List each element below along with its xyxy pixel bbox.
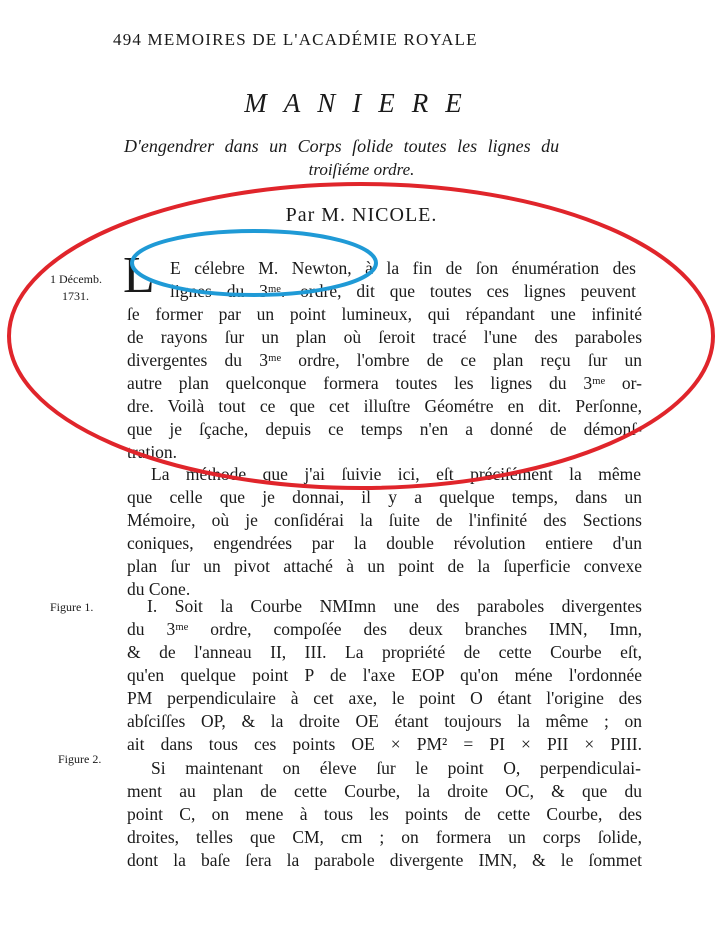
text-line-21: abſciſſes OP, & la droite OE étant toujours la même ; on	[127, 711, 642, 731]
text-line-2: lignes du 3ᵐᵉ. ordre, dit que toutes ces lignes peuvent	[170, 281, 636, 301]
text-line-23: Si maintenant on éleve ſur le point O, perpendiculai-	[151, 758, 641, 778]
text-line-22: ait dans tous ces points OE × PM² = PI × PII × PIII.	[127, 734, 642, 754]
text-line-3: ſe former par un point lumineux, qui répandant une infinité	[127, 304, 642, 324]
drop-cap: L	[123, 247, 155, 304]
text-line-19: qu'en quelque point P de l'axe EOP qu'on méne l'ordonnée	[127, 665, 642, 685]
text-line-1: E célebre M. Newton, à la fin de ſon énumération des	[170, 258, 636, 278]
text-line-13: coniques, engendrées par la double révolution entiere d'un	[127, 533, 642, 553]
margin-date-1: 1 Décemb.	[50, 272, 102, 286]
text-line-16: I. Soit la Courbe NMImn une des paraboles divergentes	[147, 596, 642, 616]
text-line-5: divergentes du 3ᵐᵉ ordre, l'ombre de ce plan reçu ſur un	[127, 350, 642, 370]
text-line-8: que je ſçache, depuis ce temps n'en a donné de démonſ-	[127, 419, 642, 439]
text-line-12: Mémoire, où je conſidérai la ſuite de l'infinité des Sections	[127, 510, 642, 530]
subtitle-line-2: troiſiéme ordre.	[308, 160, 415, 179]
author-line: Par M. NICOLE.	[285, 204, 438, 226]
text-line-6: autre plan quelconque formera toutes les lignes du 3ᵐᵉ or-	[127, 373, 642, 393]
subtitle-line-1: D'engendrer dans un Corps ſolide toutes les lignes du	[124, 136, 560, 156]
text-line-18: & de l'anneau II, III. La propriété de cette Courbe eſt,	[127, 642, 642, 662]
text-line-15: du Cone.	[127, 579, 191, 599]
text-line-10: La méthode que j'ai ſuivie ici, eſt préciſément la même	[151, 464, 641, 484]
text-line-26: droites, telles que CM, cm ; on formera un corps ſolide,	[127, 827, 642, 847]
text-line-20: PM perpendiculaire à cet axe, le point O étant l'origine des	[127, 688, 642, 708]
text-line-9: tration.	[127, 442, 178, 462]
text-line-4: de rayons ſur un plan où ſeroit tracé l'une des paraboles	[127, 327, 642, 347]
running-head: 494 MEMOIRES DE L'ACADÉMIE ROYALE	[113, 30, 478, 49]
text-line-24: ment au plan de cette Courbe, la droite OC, & que du	[127, 781, 642, 801]
margin-date-2: 1731.	[62, 289, 89, 303]
text-line-7: dre. Voilà tout ce que cet illuſtre Géométre en dit. Perſonne,	[127, 396, 642, 416]
margin-figure-2: Figure 2.	[58, 752, 102, 766]
text-line-17: du 3ᵐᵉ ordre, compoſée des deux branches IMN, Imn,	[127, 619, 642, 639]
text-line-25: point C, on mene à tous les points de cette Courbe, des	[127, 804, 642, 824]
margin-figure-1: Figure 1.	[50, 600, 94, 614]
page-title: MANIERE	[244, 88, 479, 118]
text-line-27: dont la baſe ſera la parabole divergente IMN, & le ſommet	[127, 850, 642, 870]
text-line-14: plan ſur un pivot attaché à un point de la ſuperficie convexe	[127, 556, 642, 576]
text-line-11: que celle que je donnai, il y a quelque temps, dans un	[127, 487, 642, 507]
